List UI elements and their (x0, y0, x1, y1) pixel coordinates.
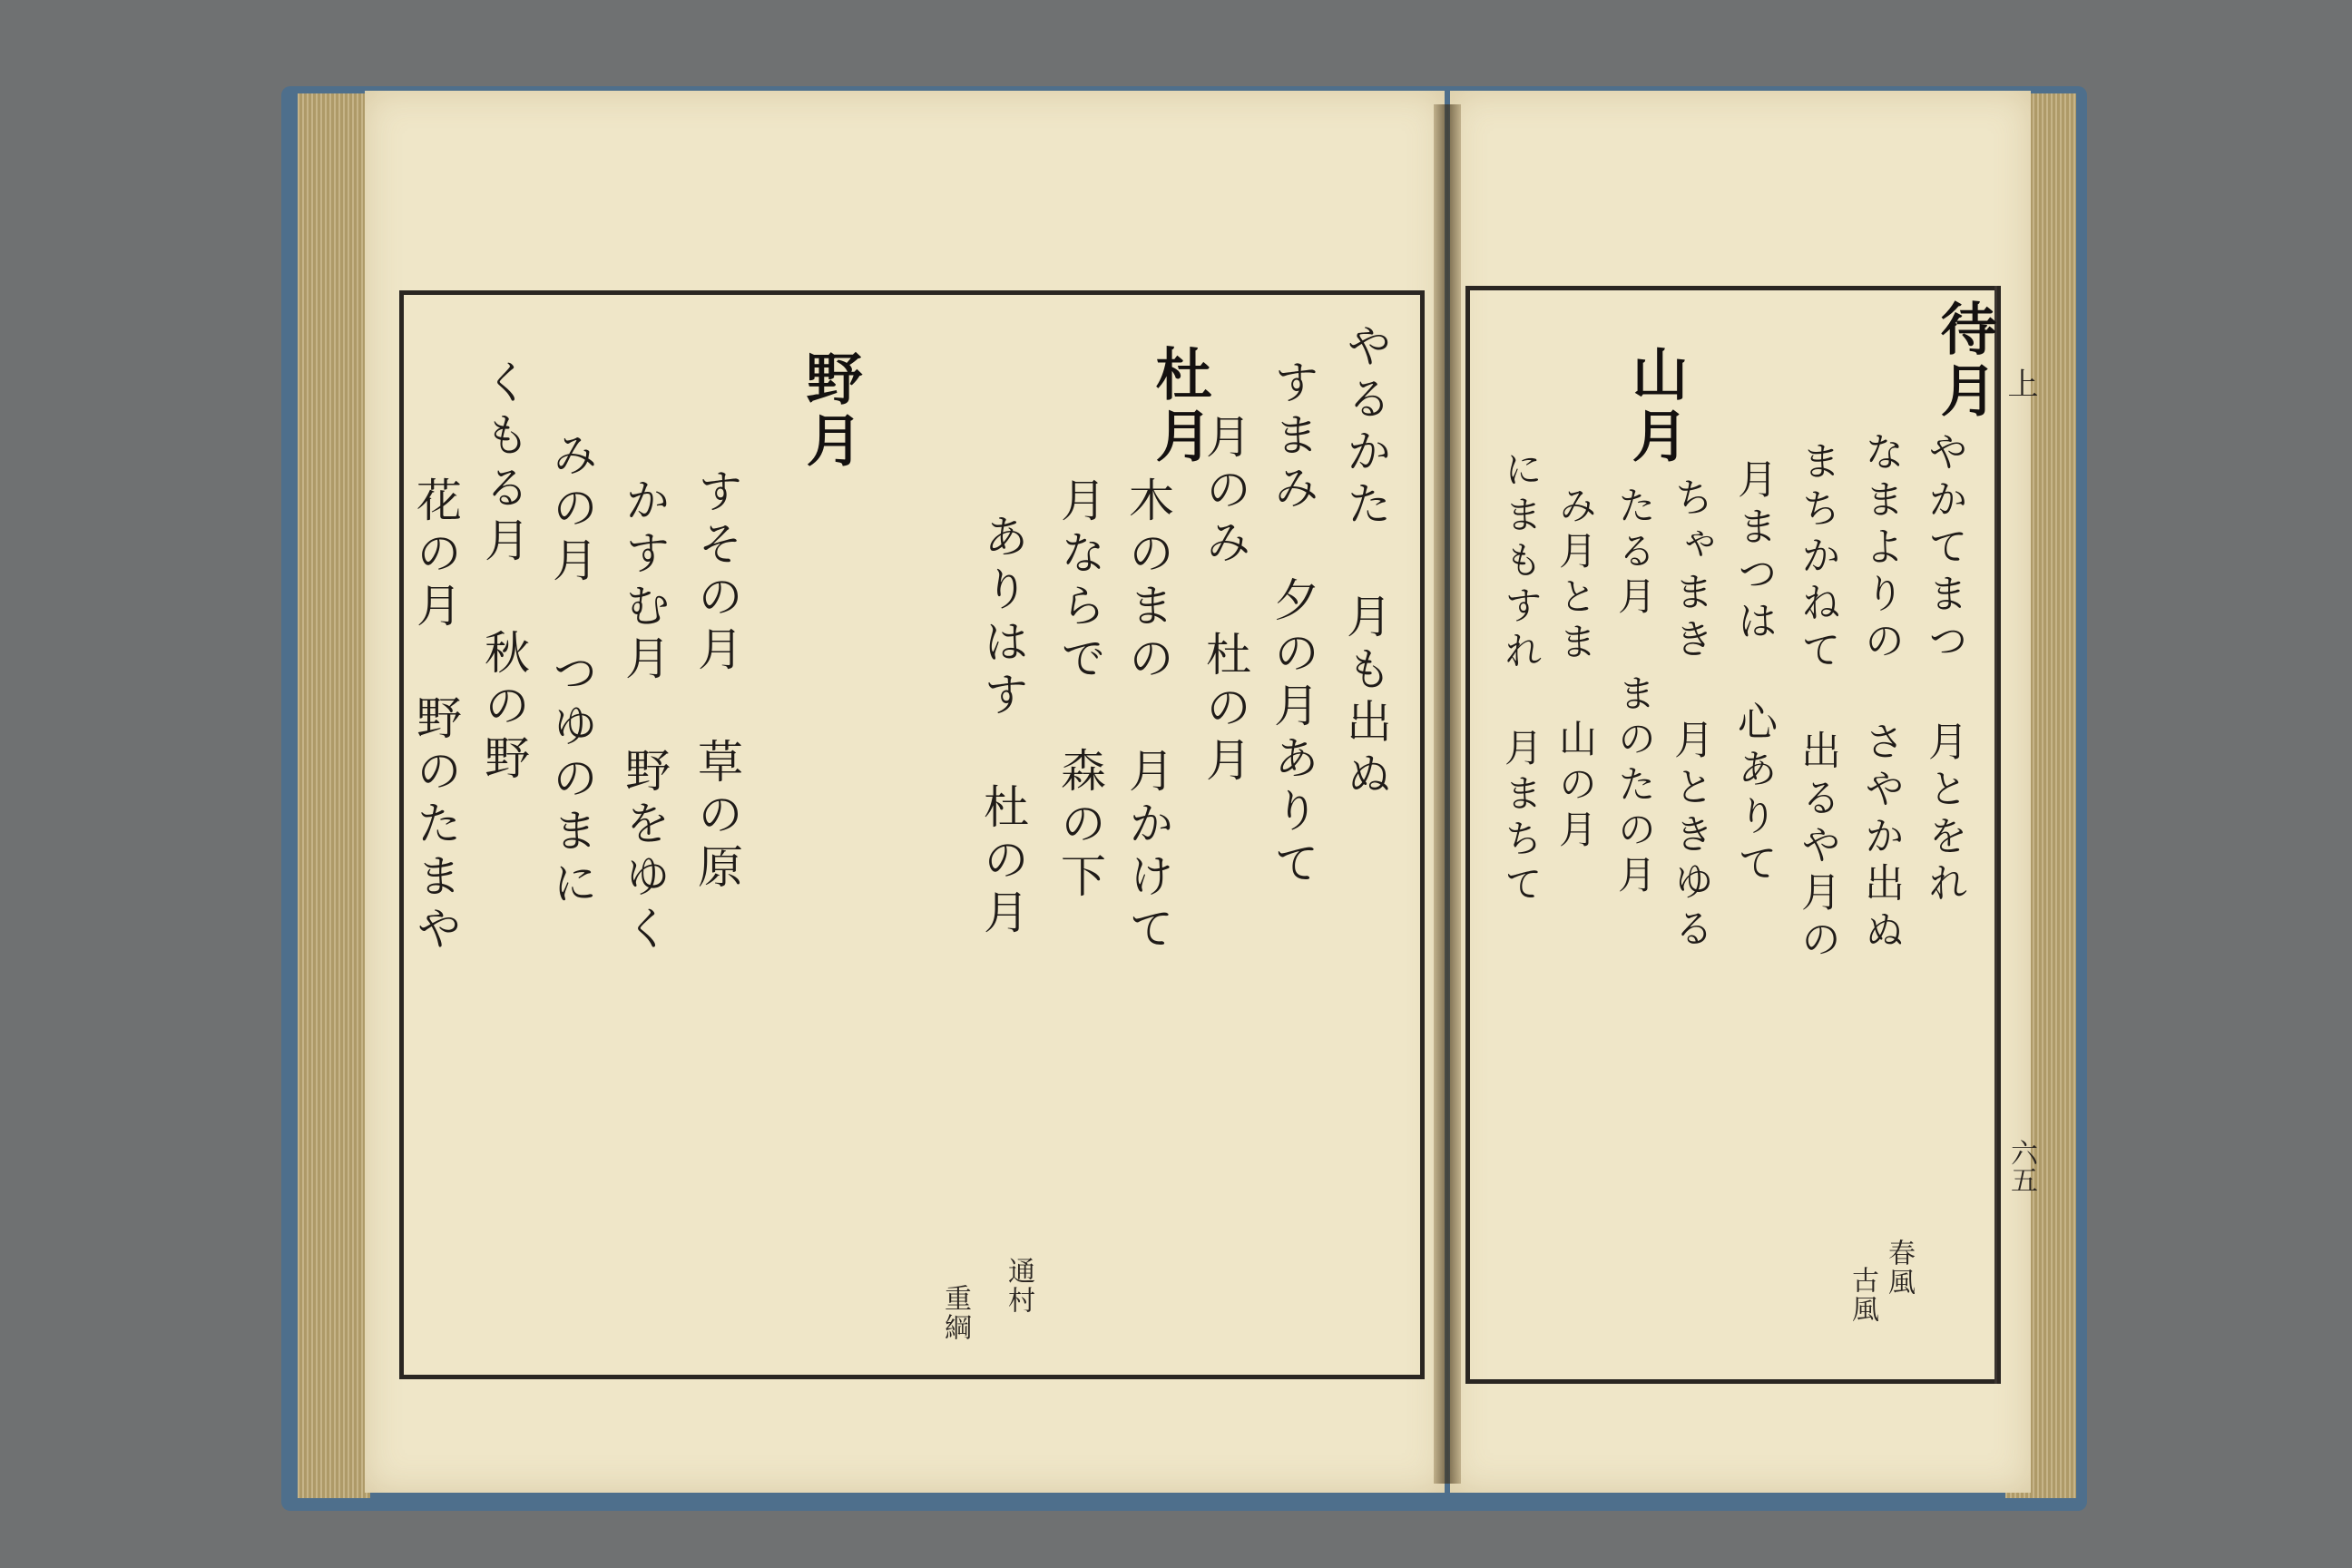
right-line-5: ちゃまき 月ときゆる (1667, 476, 1713, 955)
left-line-9: みの月 つゆのまに (545, 431, 598, 912)
section-title-no: 野月 (797, 349, 863, 473)
open-book (281, 86, 2087, 1511)
right-line-4: 月まつは 心ありて (1730, 458, 1777, 889)
left-line-5: 月ならで 森の下 (1054, 476, 1106, 905)
left-line-8: かすむ月 野をゆく (618, 476, 671, 957)
book-gutter (1434, 104, 1461, 1484)
left-author-1: 通村 (1003, 1257, 1034, 1315)
margin-line (1994, 286, 1997, 1384)
left-page-stack (298, 93, 370, 1498)
right-author-1: 春風 (1883, 1239, 1915, 1297)
left-line-7: すその月 草の原 (691, 467, 743, 896)
left-line-10: くもる月 秋の野 (477, 358, 530, 787)
left-author-2: 重綱 (939, 1284, 971, 1342)
left-line-4: 木のまの 月かけて (1122, 476, 1174, 957)
volume-mark: 上 (2002, 368, 2038, 398)
right-line-3: まちかねて 出るや月の (1794, 440, 1840, 965)
section-title-yama: 山月 (1622, 345, 1689, 468)
left-line-11: 花の月 野のたまや (409, 476, 462, 957)
left-line-3: 月のみ 杜の月 (1199, 413, 1251, 789)
left-line-2: すまみ 夕の月ありて (1267, 358, 1319, 892)
right-line-6: たる月 まのたの月 (1612, 485, 1657, 900)
left-line-1: やるかた 月も出ぬ (1339, 322, 1392, 803)
right-line-2: なまよりの さやか出ぬ (1857, 431, 1904, 956)
right-line-1: やかてまつ 月とをれ (1921, 431, 1967, 909)
right-author-2: 古風 (1847, 1266, 1878, 1324)
left-line-6: ありはす 杜の月 (976, 513, 1029, 941)
right-line-8: にまもすれ 月まちて (1499, 449, 1544, 909)
right-line-7: み月とま 山の月 (1553, 485, 1598, 855)
section-title-mori: 杜月 (1146, 345, 1212, 468)
page-number: 六五 (2005, 1139, 2037, 1193)
section-title-machi: 待月 (1931, 299, 1997, 423)
